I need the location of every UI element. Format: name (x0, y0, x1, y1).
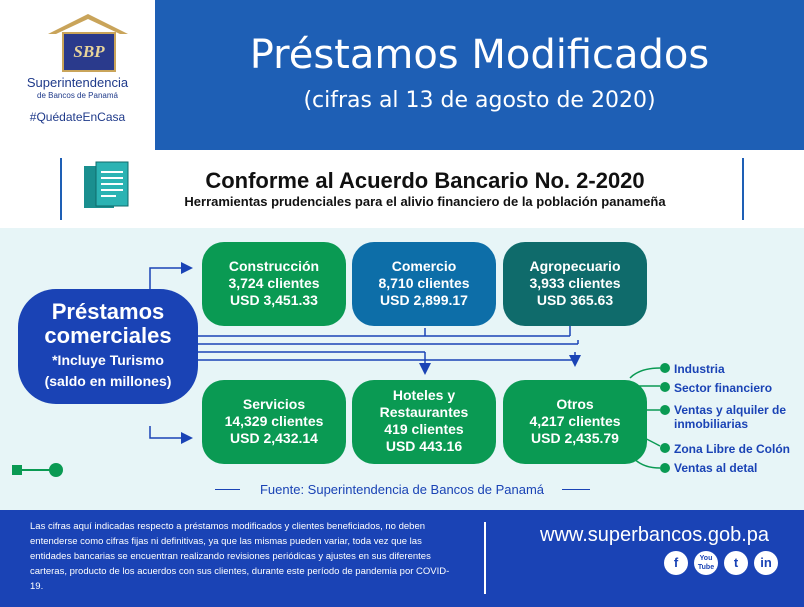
otros-item-inmobiliarias: inmobiliarias (674, 417, 749, 431)
otros-item-industria: Industria (674, 362, 725, 376)
sector-servicios: Servicios 14,329 clientes USD 2,432.14 (202, 380, 346, 464)
banner-subtitle: Herramientas prudenciales para el alivio financiero de la población panameña (184, 194, 666, 209)
website-link[interactable]: www.superbancos.gob.pa (540, 524, 770, 546)
sector-agropecuario: Agropecuario 3,933 clientes USD 365.63 (503, 242, 647, 326)
bullet-icon (660, 363, 670, 373)
document-icon (80, 160, 140, 216)
prestamos-comerciales-box: Préstamos comerciales *Incluye Turismo (saldo en millones) (18, 289, 198, 404)
logo-panel (0, 0, 155, 150)
header (155, 0, 804, 150)
source-line-right (562, 489, 590, 490)
otros-item-sector-financiero: Sector financiero (674, 381, 773, 395)
sector-construccion: Construcción 3,724 clientes USD 3,451.33 (202, 242, 346, 326)
bullet-icon (660, 443, 670, 453)
bullet-icon (660, 463, 670, 473)
youtube-icon[interactable]: You Tube (694, 551, 718, 575)
sector-hoteles-restaurantes: Hoteles y Restaurantes 419 clientes USD 443.16 (352, 380, 496, 464)
page-subtitle: (cifras al 13 de agosto de 2020) (303, 88, 656, 113)
facebook-icon[interactable]: f (664, 551, 688, 575)
sector-comercio: Comercio 8,710 clientes USD 2,899.17 (352, 242, 496, 326)
linkedin-icon[interactable]: in (754, 551, 778, 575)
otros-item-ventas-alquiler: Ventas y alquiler de (674, 403, 787, 417)
source-note: Fuente: Superintendencia de Bancos de Panamá (259, 482, 545, 497)
otros-item-ventas-detal: Ventas al detal (674, 461, 758, 475)
otros-item-zona-libre: Zona Libre de Colón (674, 442, 790, 456)
logo-subname: de Bancos de Panamá (37, 91, 118, 100)
page-title: Préstamos Modificados (249, 32, 710, 78)
twitter-icon[interactable]: t (724, 551, 748, 575)
logo-name: Superintendencia (26, 75, 129, 90)
hashtag: #QuédateEnCasa (29, 110, 126, 124)
banner-title: Conforme al Acuerdo Bancario No. 2-2020 (205, 168, 645, 193)
bullet-icon (660, 382, 670, 392)
disclaimer-text: Las cifras aquí indicadas respecto a préstamos modificados y clientes beneficiados, no deben entenderse como cifras fijas ni definitivas, ya que las mismas pueden variar, toda vez que las entidades bancarias se encuentran realizando revisiones periódicas y ajustes en sus diferentes carteras, producto de los acuerdos con sus clientes, durante este período de pandemia por COVID-19. (30, 521, 450, 592)
sector-otros: Otros 4,217 clientes USD 2,435.79 (503, 380, 647, 464)
bullet-icon (660, 405, 670, 415)
footer-divider (484, 522, 486, 594)
sbp-seal-logo: SBP (62, 32, 116, 72)
